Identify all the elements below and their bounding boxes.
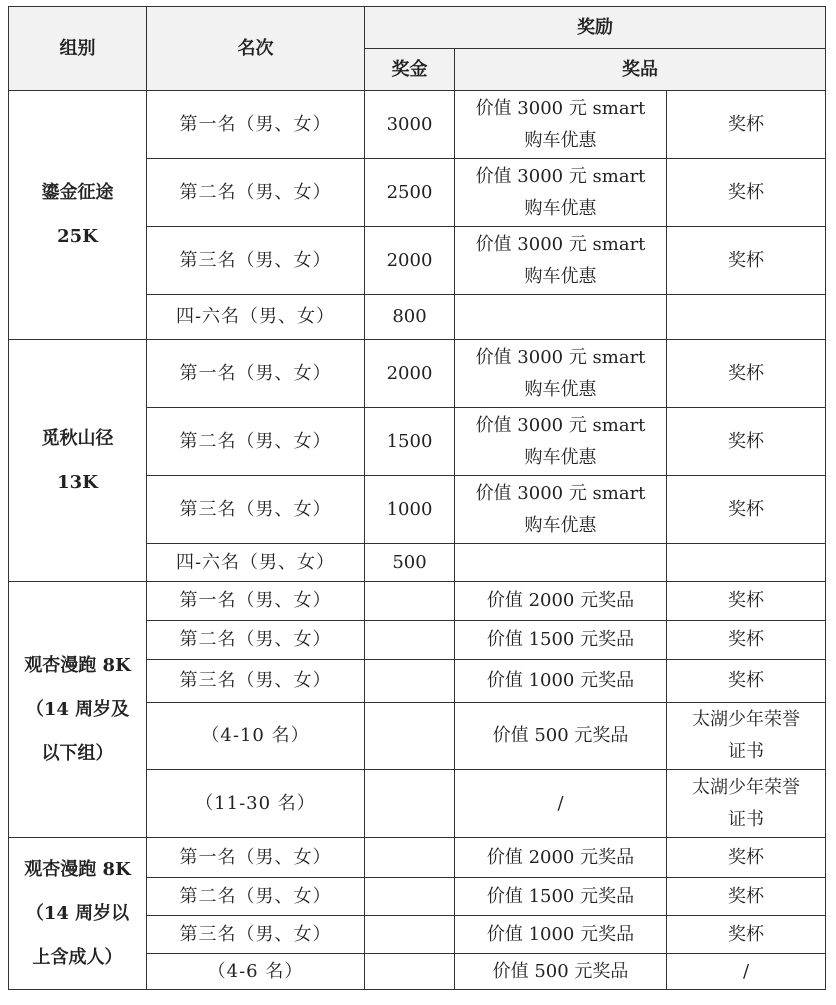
trophy-cell: [667, 295, 826, 340]
group-name: 鎏金征途 25K: [41, 182, 114, 247]
rank-cell: 第二名（男、女）: [147, 159, 365, 227]
group-name: 觅秋山径 13K: [41, 427, 114, 493]
prize-cell: 价值 3000 元 smart 购车优惠: [455, 408, 667, 476]
group-name-cell: [9, 838, 147, 990]
cash-cell: 2000: [365, 227, 455, 295]
cash-cell: [365, 770, 455, 838]
prize-cell: [455, 295, 667, 340]
cash-cell: 1500: [365, 408, 455, 476]
trophy-cell: 奖杯: [667, 621, 826, 660]
cash-cell: [365, 703, 455, 770]
prize-cell: 价值 2000 元奖品: [455, 582, 667, 621]
prize-cell: 价值 500 元奖品: [455, 954, 667, 990]
prize-cell: 价值 3000 元 smart 购车优惠: [455, 159, 667, 227]
cash-cell: 500: [365, 544, 455, 582]
group-name: 观杏漫跑 8K （14 周岁及 以下组）: [24, 654, 131, 764]
cash-cell: 800: [365, 295, 455, 340]
trophy-cell: 奖杯: [667, 838, 826, 878]
trophy-cell: 太湖少年荣誉 证书: [667, 770, 826, 838]
table-row: [9, 582, 826, 621]
prize-cell: 价值 500 元奖品: [455, 703, 667, 770]
rank-cell: 第三名（男、女）: [147, 660, 365, 703]
table-row: [9, 838, 826, 878]
rank-cell: 第三名（男、女）: [147, 227, 365, 295]
cash-cell: [365, 582, 455, 621]
cash-cell: [365, 621, 455, 660]
rank-cell: 第一名（男、女）: [147, 91, 365, 159]
rank-cell: 第三名（男、女）: [147, 916, 365, 954]
prize-table: [8, 6, 826, 990]
trophy-cell: 奖杯: [667, 916, 826, 954]
prize-cell: 价值 1000 元奖品: [455, 660, 667, 703]
header-group: 组别: [9, 7, 147, 91]
trophy-cell: 奖杯: [667, 660, 826, 703]
cash-cell: 2500: [365, 159, 455, 227]
group-name-cell: [9, 91, 147, 340]
trophy-cell: 奖杯: [667, 878, 826, 916]
rank-cell: 第二名（男、女）: [147, 621, 365, 660]
header-prize: 奖品: [455, 49, 826, 91]
trophy-cell: 奖杯: [667, 91, 826, 159]
prize-cell: 价值 1500 元奖品: [455, 878, 667, 916]
group-name-cell: [9, 582, 147, 838]
trophy-cell: 太湖少年荣誉 证书: [667, 703, 826, 770]
table-row: [9, 91, 826, 159]
cash-cell: [365, 878, 455, 916]
rank-cell: 第一名（男、女）: [147, 838, 365, 878]
prize-cell: 价值 1000 元奖品: [455, 916, 667, 954]
rank-cell: 第一名（男、女）: [147, 582, 365, 621]
rank-cell: 四-六名（男、女）: [147, 544, 365, 582]
trophy-cell: 奖杯: [667, 476, 826, 544]
prize-cell: 价值 3000 元 smart 购车优惠: [455, 227, 667, 295]
trophy-cell: [667, 544, 826, 582]
cash-cell: [365, 954, 455, 990]
table-row: [9, 340, 826, 408]
prize-cell: 价值 2000 元奖品: [455, 838, 667, 878]
header-reward: 奖励: [365, 7, 826, 49]
prize-cell: /: [455, 770, 667, 838]
header-cash: 奖金: [365, 49, 455, 91]
cash-cell: [365, 838, 455, 878]
trophy-cell: 奖杯: [667, 582, 826, 621]
rank-cell: （4-6 名）: [147, 954, 365, 990]
group-name: 观杏漫跑 8K （14 周岁以 上含成人）: [24, 858, 131, 968]
group-name-cell: [9, 340, 147, 582]
rank-cell: 四-六名（男、女）: [147, 295, 365, 340]
trophy-cell: 奖杯: [667, 227, 826, 295]
prize-cell: 价值 3000 元 smart 购车优惠: [455, 340, 667, 408]
prize-cell: 价值 3000 元 smart 购车优惠: [455, 476, 667, 544]
prize-cell: 价值 3000 元 smart 购车优惠: [455, 91, 667, 159]
rank-cell: 第二名（男、女）: [147, 878, 365, 916]
cash-cell: 3000: [365, 91, 455, 159]
cash-cell: [365, 916, 455, 954]
trophy-cell: 奖杯: [667, 159, 826, 227]
cash-cell: 1000: [365, 476, 455, 544]
trophy-cell: 奖杯: [667, 340, 826, 408]
trophy-cell: 奖杯: [667, 408, 826, 476]
rank-cell: 第二名（男、女）: [147, 408, 365, 476]
rank-cell: （11-30 名）: [147, 770, 365, 838]
rank-cell: 第三名（男、女）: [147, 476, 365, 544]
trophy-cell: /: [667, 954, 826, 990]
cash-cell: [365, 660, 455, 703]
rank-cell: 第一名（男、女）: [147, 340, 365, 408]
header-rank: 名次: [147, 7, 365, 91]
prize-cell: 价值 1500 元奖品: [455, 621, 667, 660]
prize-cell: [455, 544, 667, 582]
cash-cell: 2000: [365, 340, 455, 408]
rank-cell: （4-10 名）: [147, 703, 365, 770]
